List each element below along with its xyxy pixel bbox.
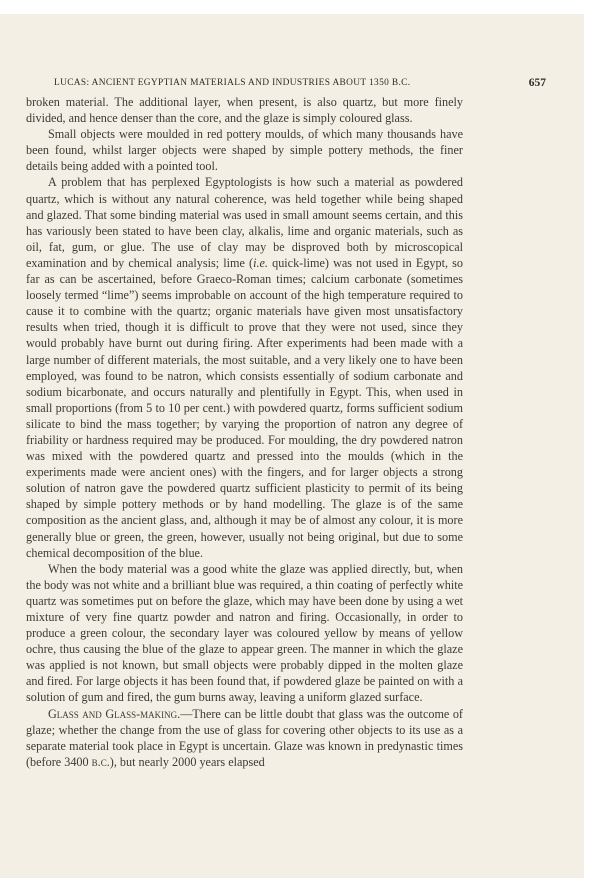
paragraph-1: broken material. The additional layer, when present, is also quartz, but more finely divided, and hence denser than the core, and the glaze is simply coloured glass. — [26, 95, 463, 126]
paragraph-4: When the body material was a good white the glaze was applied directly, but, when the body was not white and a brilliant blue was required, a thin coating of perfectly white quartz was sometimes put on before the glaze, which may have been done by using a wet mixture of very fine quartz powder and natron and firing. Occasionally, in order to produce a green colour, the secondary layer was coloured yellow by means of yellow ochre, thus causing the blue of the glaze to appear green. The manner in which the glaze was applied is not known, but small objects were probably dipped in the molten glaze and fired. For large objects it has been found that, if powdered glaze be painted on with a solution of gum and fired, the gum burns away, leaving a uniform glazed surface. — [26, 561, 463, 705]
paragraph-5-text-a: —There can be little doubt that glass was the outcome of glaze; whether the change from the use of glass for covering other objects to its use as a separate material took place in Egypt is uncertain. Glaze was known in predynastic times (before 3400 — [26, 706, 463, 769]
paragraph-5-text-b: ), but nearly 2000 years elapsed — [109, 754, 265, 769]
paragraph-3 — [26, 174, 463, 560]
page-header — [28, 78, 546, 92]
page-number: 657 — [528, 77, 546, 89]
paragraph-5 — [26, 706, 463, 770]
paragraph-2: Small objects were moulded in red pottery moulds, of which many thousands have been found, whilst larger objects were shaped by simple pottery methods, the finer details being added with a pointed tool. — [26, 127, 463, 174]
bc-abbreviation: b.c. — [91, 754, 110, 769]
paragraph-3-text-a: A problem that has perplexed Egyptologists is how such a material as powdered quartz, which is without any natural coherence, was held together while being shaped and glazed. That some binding material was used in small amount seems certain, and this has variously been stated to have been clay, alkalis, lime and organic materials, such as oil, fat, gum, or glue. The use of clay may be disproved both by microscopical examination and by chemical analysis; lime ( — [26, 175, 463, 270]
body-text — [26, 94, 463, 770]
ie-abbreviation: i.e. — [253, 255, 268, 270]
section-heading-glass: Glass and Glass-making. — [48, 706, 181, 721]
paragraph-3-text-b: quick-lime) was not used in Egypt, so far as can be ascertained, before Graeco-Roman times; calcium carbonate (sometimes loosely termed “lime”) seems improbable on account of the high temperature required to cause it to combine with the quartz; organic materials have given most unsatisfactory results when tried, though it is difficult to prove that they were not used, since they would probably have burnt out during firing. After experiments had been made with a large number of different materials, the most suitable, and a very likely one to have been employed, was found to be natron, which consists essentially of sodium carbonate and sodium bicarbonate, and occurs naturally and plentifully in Egypt. This, when used in small proportions (from 5 to 10 per cent.) with powdered quartz, forms sufficient sodium silicate to bind the mass together; by varying the proportion of natron any degree of friability or hardness required may be produced. For moulding, the dry powdered natron was mixed with the powdered quartz and pressed into the moulds (which in the experiments made were ancient ones) with the fingers, and for larger objects a strong solution of natron gave the powdered quartz sufficient plasticity to permit of its being shaped by simple pottery methods or by hand modelling. The glaze is of the same composition as the ancient glass, and, although it may be of almost any colour, it is more generally blue or green, the green, however, usually not being original, but due to some chemical decomposition of the blue. — [26, 255, 463, 560]
running-head: LUCAS: ANCIENT EGYPTIAN MATERIALS AND INDUSTRIES ABOUT 1350 B.C. — [54, 78, 411, 88]
